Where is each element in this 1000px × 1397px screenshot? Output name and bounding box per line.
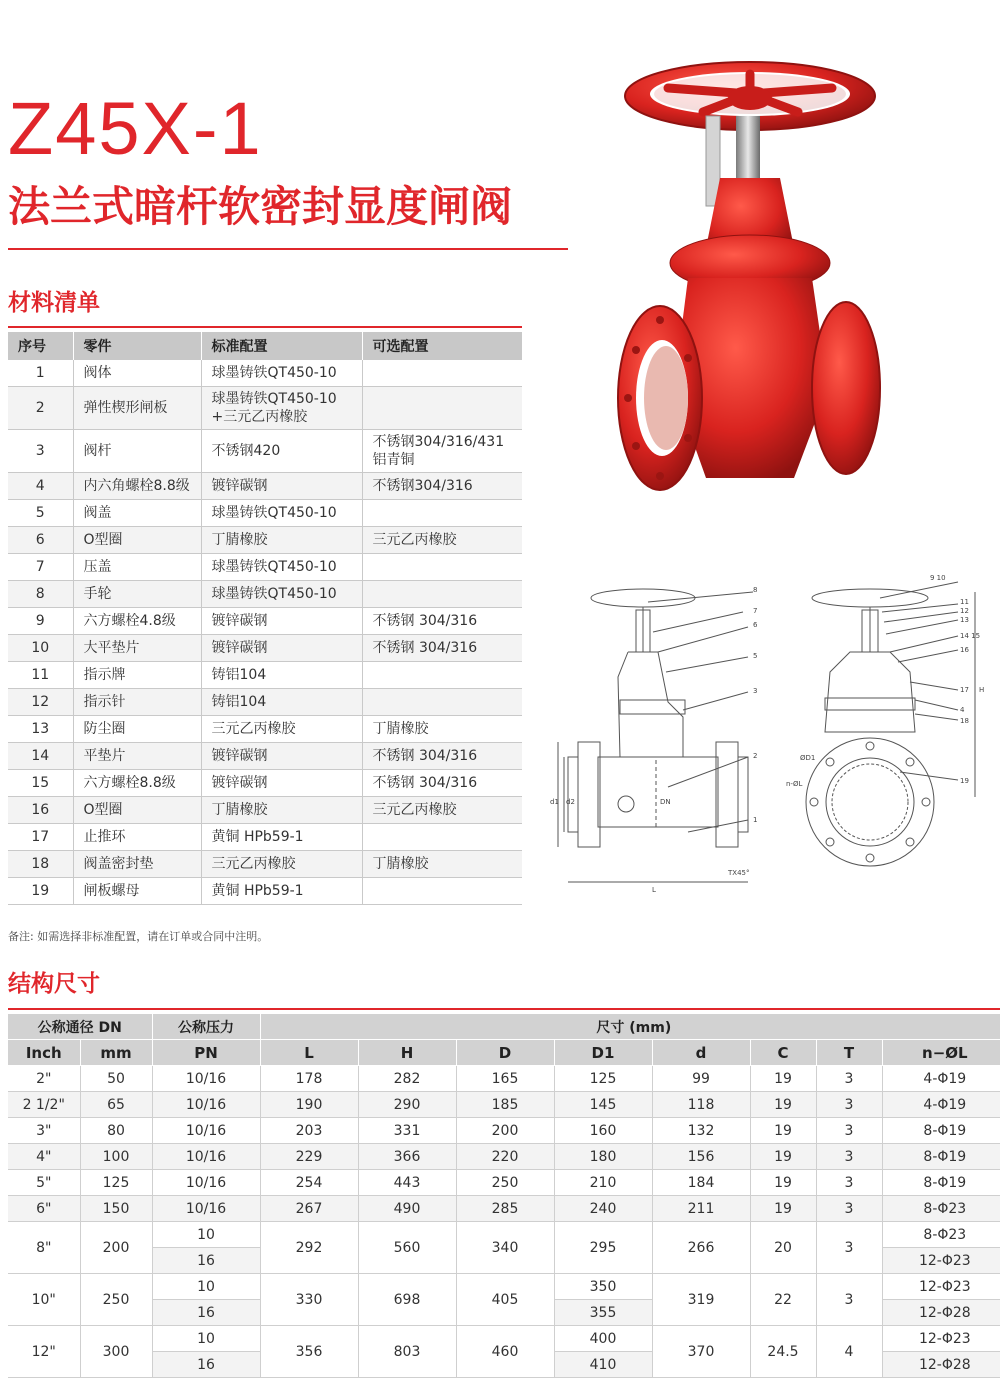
cell-nl: 8-Φ23 <box>882 1222 1000 1248</box>
cell-pn: 16 <box>152 1300 260 1326</box>
cell-H: 366 <box>358 1144 456 1170</box>
table-row <box>8 1326 1000 1352</box>
cell-opt: 三元乙丙橡胶 <box>362 797 522 824</box>
dim-l: L <box>652 886 656 894</box>
cell-d: 370 <box>652 1326 750 1378</box>
table-row <box>8 743 522 770</box>
cell-C: 19 <box>750 1144 816 1170</box>
cell-part: 防尘圈 <box>73 716 201 743</box>
cell-H: 803 <box>358 1326 456 1378</box>
cell-std: 镀锌碳钢 <box>201 770 362 797</box>
cell-std: 丁腈橡胶 <box>201 527 362 554</box>
cell-L: 267 <box>260 1196 358 1222</box>
label-14-15: 14 15 <box>960 632 981 640</box>
cell-L: 229 <box>260 1144 358 1170</box>
cell-H: 331 <box>358 1118 456 1144</box>
dimensions-table <box>8 1014 1000 1378</box>
cell-no: 15 <box>8 770 73 797</box>
materials-note: 备注: 如需选择非标准配置，请在订单或合同中注明。 <box>8 930 269 943</box>
hdr-l: L <box>260 1040 358 1066</box>
cell-d: 211 <box>652 1196 750 1222</box>
cell-std: 球墨铸铁QT450-10 <box>201 581 362 608</box>
label-5: 5 <box>753 652 758 660</box>
cell-no: 1 <box>8 360 73 387</box>
cell-D: 340 <box>456 1222 554 1274</box>
cell-opt: 不锈钢 304/316 <box>362 743 522 770</box>
cell-no: 18 <box>8 851 73 878</box>
cell-std: 三元乙丙橡胶 <box>201 851 362 878</box>
cell-part: 阀体 <box>73 360 201 387</box>
cell-nl: 12-Φ28 <box>882 1352 1000 1378</box>
dim-nl: n-ØL <box>786 780 803 788</box>
materials-section-title: 材料清单 <box>8 290 100 316</box>
table-row <box>8 473 522 500</box>
cell-opt: 不锈钢304/316/431 铝青铜 <box>362 430 522 473</box>
cell-d: 266 <box>652 1222 750 1274</box>
cell-T: 3 <box>816 1196 882 1222</box>
cell-no: 2 <box>8 387 73 430</box>
cell-nl: 8-Φ19 <box>882 1118 1000 1144</box>
cell-std: 球墨铸铁QT450-10 <box>201 360 362 387</box>
materials-header-row <box>8 332 522 360</box>
cell-nl: 12-Φ23 <box>882 1248 1000 1274</box>
dim-d2: d2 <box>566 798 575 806</box>
cell-part: 闸板螺母 <box>73 878 201 905</box>
cell-H: 560 <box>358 1222 456 1274</box>
cell-std: 黄铜 HPb59-1 <box>201 878 362 905</box>
cell-opt <box>362 500 522 527</box>
cell-nl: 12-Φ23 <box>882 1274 1000 1300</box>
cell-D: 220 <box>456 1144 554 1170</box>
cell-nl: 8-Φ19 <box>882 1144 1000 1170</box>
dim-group-header-row <box>8 1014 1000 1040</box>
cell-D: 285 <box>456 1196 554 1222</box>
cell-part: 平垫片 <box>73 743 201 770</box>
cell-D1: 160 <box>554 1118 652 1144</box>
cell-inch: 10" <box>8 1274 80 1326</box>
col-no: 序号 <box>8 332 73 360</box>
cell-opt <box>362 581 522 608</box>
hdr-d-outer: D <box>456 1040 554 1066</box>
table-row <box>8 527 522 554</box>
cell-no: 10 <box>8 635 73 662</box>
cell-T: 3 <box>816 1144 882 1170</box>
cell-opt <box>362 387 522 430</box>
cell-mm: 125 <box>80 1170 152 1196</box>
label-12: 12 <box>960 607 969 615</box>
materials-table <box>8 332 522 905</box>
cell-std: 镀锌碳钢 <box>201 473 362 500</box>
label-3: 3 <box>753 687 758 695</box>
dimensions-underline <box>8 1008 1000 1010</box>
hdr-h: H <box>358 1040 456 1066</box>
cell-pn: 10/16 <box>152 1118 260 1144</box>
cell-D1: 240 <box>554 1196 652 1222</box>
cell-part: 阀盖 <box>73 500 201 527</box>
cell-std: 铸铝104 <box>201 689 362 716</box>
cell-d: 99 <box>652 1066 750 1092</box>
cell-no: 19 <box>8 878 73 905</box>
cell-opt: 不锈钢 304/316 <box>362 608 522 635</box>
label-6: 6 <box>753 621 758 629</box>
label-19: 19 <box>960 777 969 785</box>
cell-H: 698 <box>358 1274 456 1326</box>
cell-C: 24.5 <box>750 1326 816 1378</box>
cell-H: 443 <box>358 1170 456 1196</box>
cell-no: 7 <box>8 554 73 581</box>
cell-std: 不锈钢420 <box>201 430 362 473</box>
table-row <box>8 1118 1000 1144</box>
table-row <box>8 635 522 662</box>
cell-D1: 210 <box>554 1170 652 1196</box>
table-row <box>8 1274 1000 1300</box>
cell-inch: 6" <box>8 1196 80 1222</box>
cell-pn: 10/16 <box>152 1066 260 1092</box>
col-part: 零件 <box>73 332 201 360</box>
cell-mm: 200 <box>80 1222 152 1274</box>
cell-D1: 355 <box>554 1300 652 1326</box>
cell-std: 黄铜 HPb59-1 <box>201 824 362 851</box>
hdr-inch: Inch <box>8 1040 80 1066</box>
hdr-d1: D1 <box>554 1040 652 1066</box>
cell-C: 19 <box>750 1170 816 1196</box>
cell-no: 4 <box>8 473 73 500</box>
cell-no: 6 <box>8 527 73 554</box>
cell-D: 250 <box>456 1170 554 1196</box>
table-row <box>8 878 522 905</box>
cell-pn: 10/16 <box>152 1196 260 1222</box>
hdr-t: T <box>816 1040 882 1066</box>
cell-d: 319 <box>652 1274 750 1326</box>
cell-T: 3 <box>816 1118 882 1144</box>
cell-inch: 2" <box>8 1066 80 1092</box>
hdr-nl: n−ØL <box>882 1040 1000 1066</box>
cell-opt: 丁腈橡胶 <box>362 851 522 878</box>
cell-mm: 50 <box>80 1066 152 1092</box>
cell-L: 178 <box>260 1066 358 1092</box>
cell-part: 指示针 <box>73 689 201 716</box>
table-row <box>8 581 522 608</box>
cell-no: 16 <box>8 797 73 824</box>
cell-opt: 三元乙丙橡胶 <box>362 527 522 554</box>
cell-T: 3 <box>816 1092 882 1118</box>
cell-L: 292 <box>260 1222 358 1274</box>
table-row <box>8 554 522 581</box>
valve-photo <box>608 58 898 538</box>
cell-part: O型圈 <box>73 527 201 554</box>
cell-H: 490 <box>358 1196 456 1222</box>
cell-opt <box>362 689 522 716</box>
cell-no: 14 <box>8 743 73 770</box>
hdr-mm: mm <box>80 1040 152 1066</box>
cell-part: 六方螺栓4.8级 <box>73 608 201 635</box>
dim-dn: DN <box>660 798 671 806</box>
dim-tx45: TX45° <box>728 869 750 877</box>
cell-inch: 3" <box>8 1118 80 1144</box>
table-row <box>8 662 522 689</box>
label-16: 16 <box>960 646 969 654</box>
cell-part: 手轮 <box>73 581 201 608</box>
cell-std: 镀锌碳钢 <box>201 635 362 662</box>
table-row <box>8 360 522 387</box>
table-row <box>8 1222 1000 1248</box>
cell-part: 压盖 <box>73 554 201 581</box>
cell-D: 165 <box>456 1066 554 1092</box>
cell-opt: 不锈钢304/316 <box>362 473 522 500</box>
cell-T: 3 <box>816 1170 882 1196</box>
front-section-drawing <box>548 582 768 902</box>
cell-no: 12 <box>8 689 73 716</box>
cell-part: 六方螺栓8.8级 <box>73 770 201 797</box>
cell-D1: 350 <box>554 1274 652 1300</box>
cell-pn: 16 <box>152 1248 260 1274</box>
label-1: 1 <box>753 816 758 824</box>
cell-no: 11 <box>8 662 73 689</box>
cell-D: 405 <box>456 1274 554 1326</box>
cell-part: 大平垫片 <box>73 635 201 662</box>
cell-H: 290 <box>358 1092 456 1118</box>
cell-std: 镀锌碳钢 <box>201 743 362 770</box>
table-row <box>8 608 522 635</box>
cell-d: 184 <box>652 1170 750 1196</box>
cell-pn: 10/16 <box>152 1092 260 1118</box>
cell-H: 282 <box>358 1066 456 1092</box>
table-row <box>8 689 522 716</box>
cell-std: 镀锌碳钢 <box>201 608 362 635</box>
cell-std: 三元乙丙橡胶 <box>201 716 362 743</box>
cell-D1: 180 <box>554 1144 652 1170</box>
cell-no: 9 <box>8 608 73 635</box>
cell-opt: 丁腈橡胶 <box>362 716 522 743</box>
hdr-pn-group: 公称压力 <box>152 1014 260 1040</box>
title-underline <box>8 248 568 250</box>
cell-D1: 145 <box>554 1092 652 1118</box>
cell-T: 4 <box>816 1326 882 1378</box>
label-18: 18 <box>960 717 969 725</box>
hdr-c: C <box>750 1040 816 1066</box>
cell-mm: 65 <box>80 1092 152 1118</box>
cell-C: 20 <box>750 1222 816 1274</box>
label-17: 17 <box>960 686 969 694</box>
cell-part: 止推环 <box>73 824 201 851</box>
cell-L: 356 <box>260 1326 358 1378</box>
cell-T: 3 <box>816 1222 882 1274</box>
table-row <box>8 770 522 797</box>
cell-nl: 4-Φ19 <box>882 1066 1000 1092</box>
label-8: 8 <box>753 586 758 594</box>
cell-part: 阀盖密封垫 <box>73 851 201 878</box>
cell-nl: 12-Φ28 <box>882 1300 1000 1326</box>
cell-nl: 8-Φ23 <box>882 1196 1000 1222</box>
hdr-pn: PN <box>152 1040 260 1066</box>
cell-mm: 300 <box>80 1326 152 1378</box>
table-row <box>8 716 522 743</box>
label-9-10: 9 10 <box>930 574 946 582</box>
cell-opt <box>362 878 522 905</box>
cell-D1: 400 <box>554 1326 652 1352</box>
cell-C: 19 <box>750 1092 816 1118</box>
cell-L: 203 <box>260 1118 358 1144</box>
cell-pn: 16 <box>152 1352 260 1378</box>
col-std: 标准配置 <box>201 332 362 360</box>
label-13: 13 <box>960 616 969 624</box>
cell-C: 19 <box>750 1066 816 1092</box>
cell-part: 阀杆 <box>73 430 201 473</box>
cell-D1: 295 <box>554 1222 652 1274</box>
table-row <box>8 1196 1000 1222</box>
cell-opt: 不锈钢 304/316 <box>362 770 522 797</box>
cell-no: 13 <box>8 716 73 743</box>
cell-opt <box>362 662 522 689</box>
cell-no: 8 <box>8 581 73 608</box>
cell-pn: 10 <box>152 1274 260 1300</box>
cell-C: 19 <box>750 1118 816 1144</box>
table-row <box>8 1092 1000 1118</box>
hdr-dn: 公称通径 DN <box>8 1014 152 1040</box>
cell-mm: 80 <box>80 1118 152 1144</box>
dim-sub-header-row <box>8 1040 1000 1066</box>
cell-opt <box>362 824 522 851</box>
cell-std: 球墨铸铁QT450-10 <box>201 554 362 581</box>
side-section-drawing <box>780 572 995 902</box>
cell-opt <box>362 360 522 387</box>
cell-C: 22 <box>750 1274 816 1326</box>
table-row <box>8 1170 1000 1196</box>
cell-L: 330 <box>260 1274 358 1326</box>
table-row <box>8 851 522 878</box>
table-row <box>8 1066 1000 1092</box>
cell-D: 460 <box>456 1326 554 1378</box>
label-2: 2 <box>753 752 758 760</box>
cell-C: 19 <box>750 1196 816 1222</box>
table-row <box>8 797 522 824</box>
label-4: 4 <box>960 706 965 714</box>
table-row <box>8 1144 1000 1170</box>
table-row <box>8 824 522 851</box>
label-11: 11 <box>960 598 969 606</box>
hdr-d-inner: d <box>652 1040 750 1066</box>
cell-pn: 10 <box>152 1326 260 1352</box>
table-row <box>8 500 522 527</box>
cell-std: 球墨铸铁QT450-10 +三元乙丙橡胶 <box>201 387 362 430</box>
dim-h: H <box>979 686 985 694</box>
cell-mm: 150 <box>80 1196 152 1222</box>
cell-d: 132 <box>652 1118 750 1144</box>
cell-no: 17 <box>8 824 73 851</box>
cell-mm: 250 <box>80 1274 152 1326</box>
dimensions-section-title: 结构尺寸 <box>8 971 100 997</box>
cell-D1: 125 <box>554 1066 652 1092</box>
cell-nl: 12-Φ23 <box>882 1326 1000 1352</box>
cell-mm: 100 <box>80 1144 152 1170</box>
hdr-size: 尺寸 (mm) <box>260 1014 1000 1040</box>
cell-D1: 410 <box>554 1352 652 1378</box>
cell-opt <box>362 554 522 581</box>
dim-od1: ØD1 <box>800 754 816 762</box>
cell-pn: 10/16 <box>152 1144 260 1170</box>
cell-part: O型圈 <box>73 797 201 824</box>
cell-inch: 12" <box>8 1326 80 1378</box>
cell-std: 铸铝104 <box>201 662 362 689</box>
cell-L: 190 <box>260 1092 358 1118</box>
cell-inch: 2 1/2" <box>8 1092 80 1118</box>
cell-inch: 4" <box>8 1144 80 1170</box>
cell-part: 内六角螺栓8.8级 <box>73 473 201 500</box>
materials-underline <box>8 326 522 328</box>
cell-no: 3 <box>8 430 73 473</box>
cell-part: 指示牌 <box>73 662 201 689</box>
product-model: Z45X-1 <box>8 87 263 170</box>
cell-nl: 8-Φ19 <box>882 1170 1000 1196</box>
cell-T: 3 <box>816 1066 882 1092</box>
col-opt: 可选配置 <box>362 332 522 360</box>
table-row <box>8 430 522 473</box>
product-title: 法兰式暗杆软密封显度闸阀 <box>8 182 513 231</box>
cell-T: 3 <box>816 1274 882 1326</box>
cell-inch: 5" <box>8 1170 80 1196</box>
cell-part: 弹性楔形闸板 <box>73 387 201 430</box>
table-row <box>8 387 522 430</box>
cell-d: 156 <box>652 1144 750 1170</box>
cell-pn: 10 <box>152 1222 260 1248</box>
cell-L: 254 <box>260 1170 358 1196</box>
cell-D: 200 <box>456 1118 554 1144</box>
cell-no: 5 <box>8 500 73 527</box>
cell-std: 丁腈橡胶 <box>201 797 362 824</box>
cell-pn: 10/16 <box>152 1170 260 1196</box>
dim-d1: d1 <box>550 798 559 806</box>
cell-D: 185 <box>456 1092 554 1118</box>
cell-nl: 4-Φ19 <box>882 1092 1000 1118</box>
cell-std: 球墨铸铁QT450-10 <box>201 500 362 527</box>
cell-inch: 8" <box>8 1222 80 1274</box>
cell-opt: 不锈钢 304/316 <box>362 635 522 662</box>
cell-d: 118 <box>652 1092 750 1118</box>
label-7: 7 <box>753 607 758 615</box>
